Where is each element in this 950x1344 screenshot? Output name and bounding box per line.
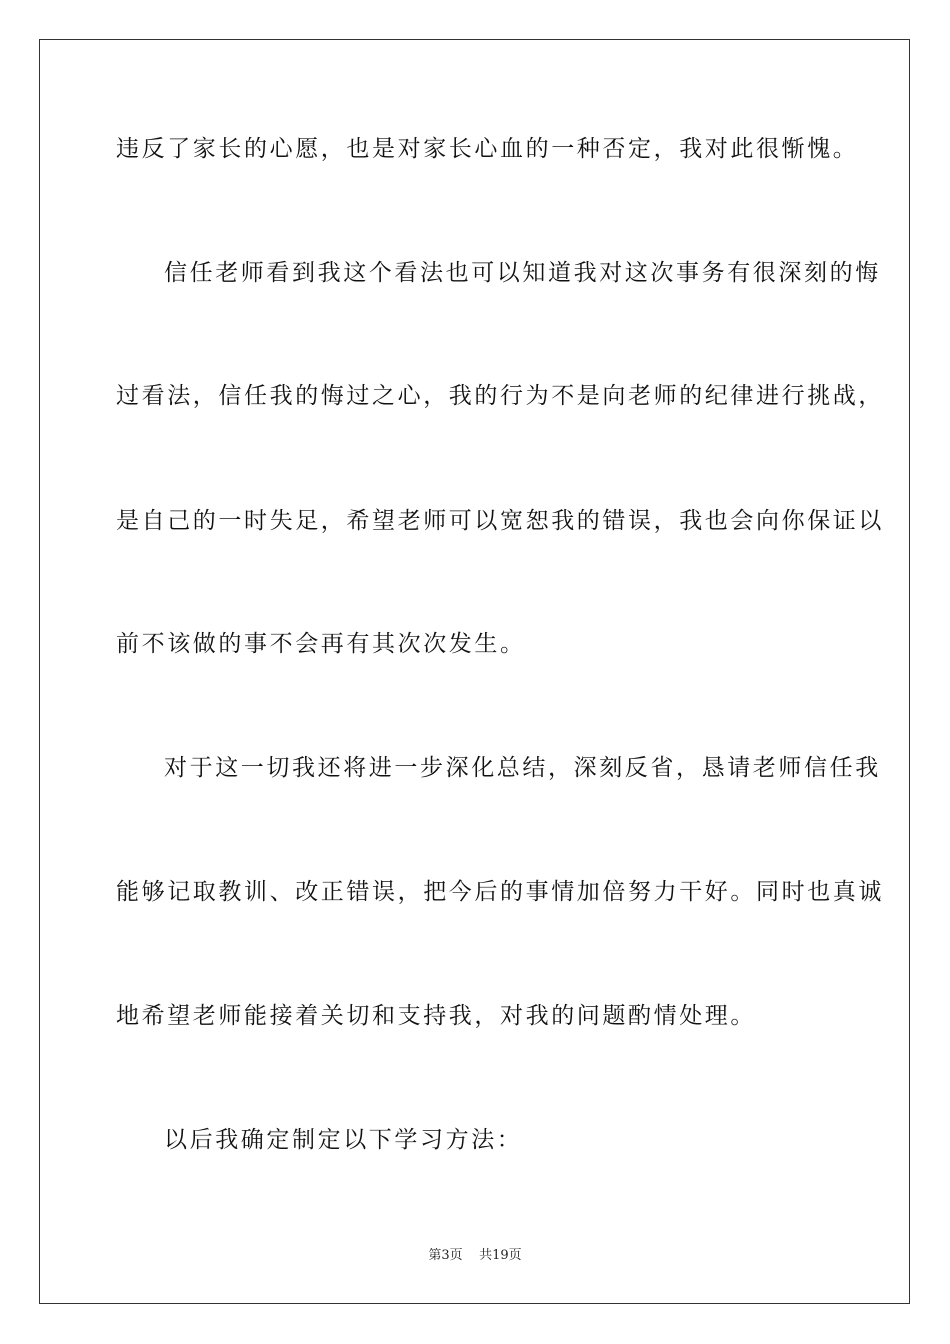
- text-line: 违反了家长的心愿，也是对家长心血的一种否定，我对此很惭愧。: [116, 136, 859, 162]
- text-line: 能够记取教训、改正错误，把今后的事情加倍努力干好。同时也真诚: [116, 879, 884, 905]
- text-line: 地希望老师能接着关切和支持我，对我的问题酌情处理。: [116, 1003, 756, 1029]
- paragraph-first-line: 对于这一切我还将进一步深化总结，深刻反省，恳请老师信任我: [164, 755, 881, 781]
- text-line: 前不该做的事不会再有其次次发生。: [116, 631, 526, 657]
- text-line: 过看法，信任我的悔过之心，我的行为不是向老师的纪律进行挑战，: [116, 383, 884, 409]
- text-line: 是自己的一时失足，希望老师可以宽恕我的错误，我也会向你保证以: [116, 508, 884, 534]
- page-frame: [39, 39, 910, 1304]
- paragraph-first-line: 信任老师看到我这个看法也可以知道我对这次事务有很深刻的悔: [164, 260, 881, 286]
- page-number-footer: 第3页 共19页: [428, 1248, 522, 1263]
- paragraph-first-line: 以后我确定制定以下学习方法：: [164, 1127, 523, 1153]
